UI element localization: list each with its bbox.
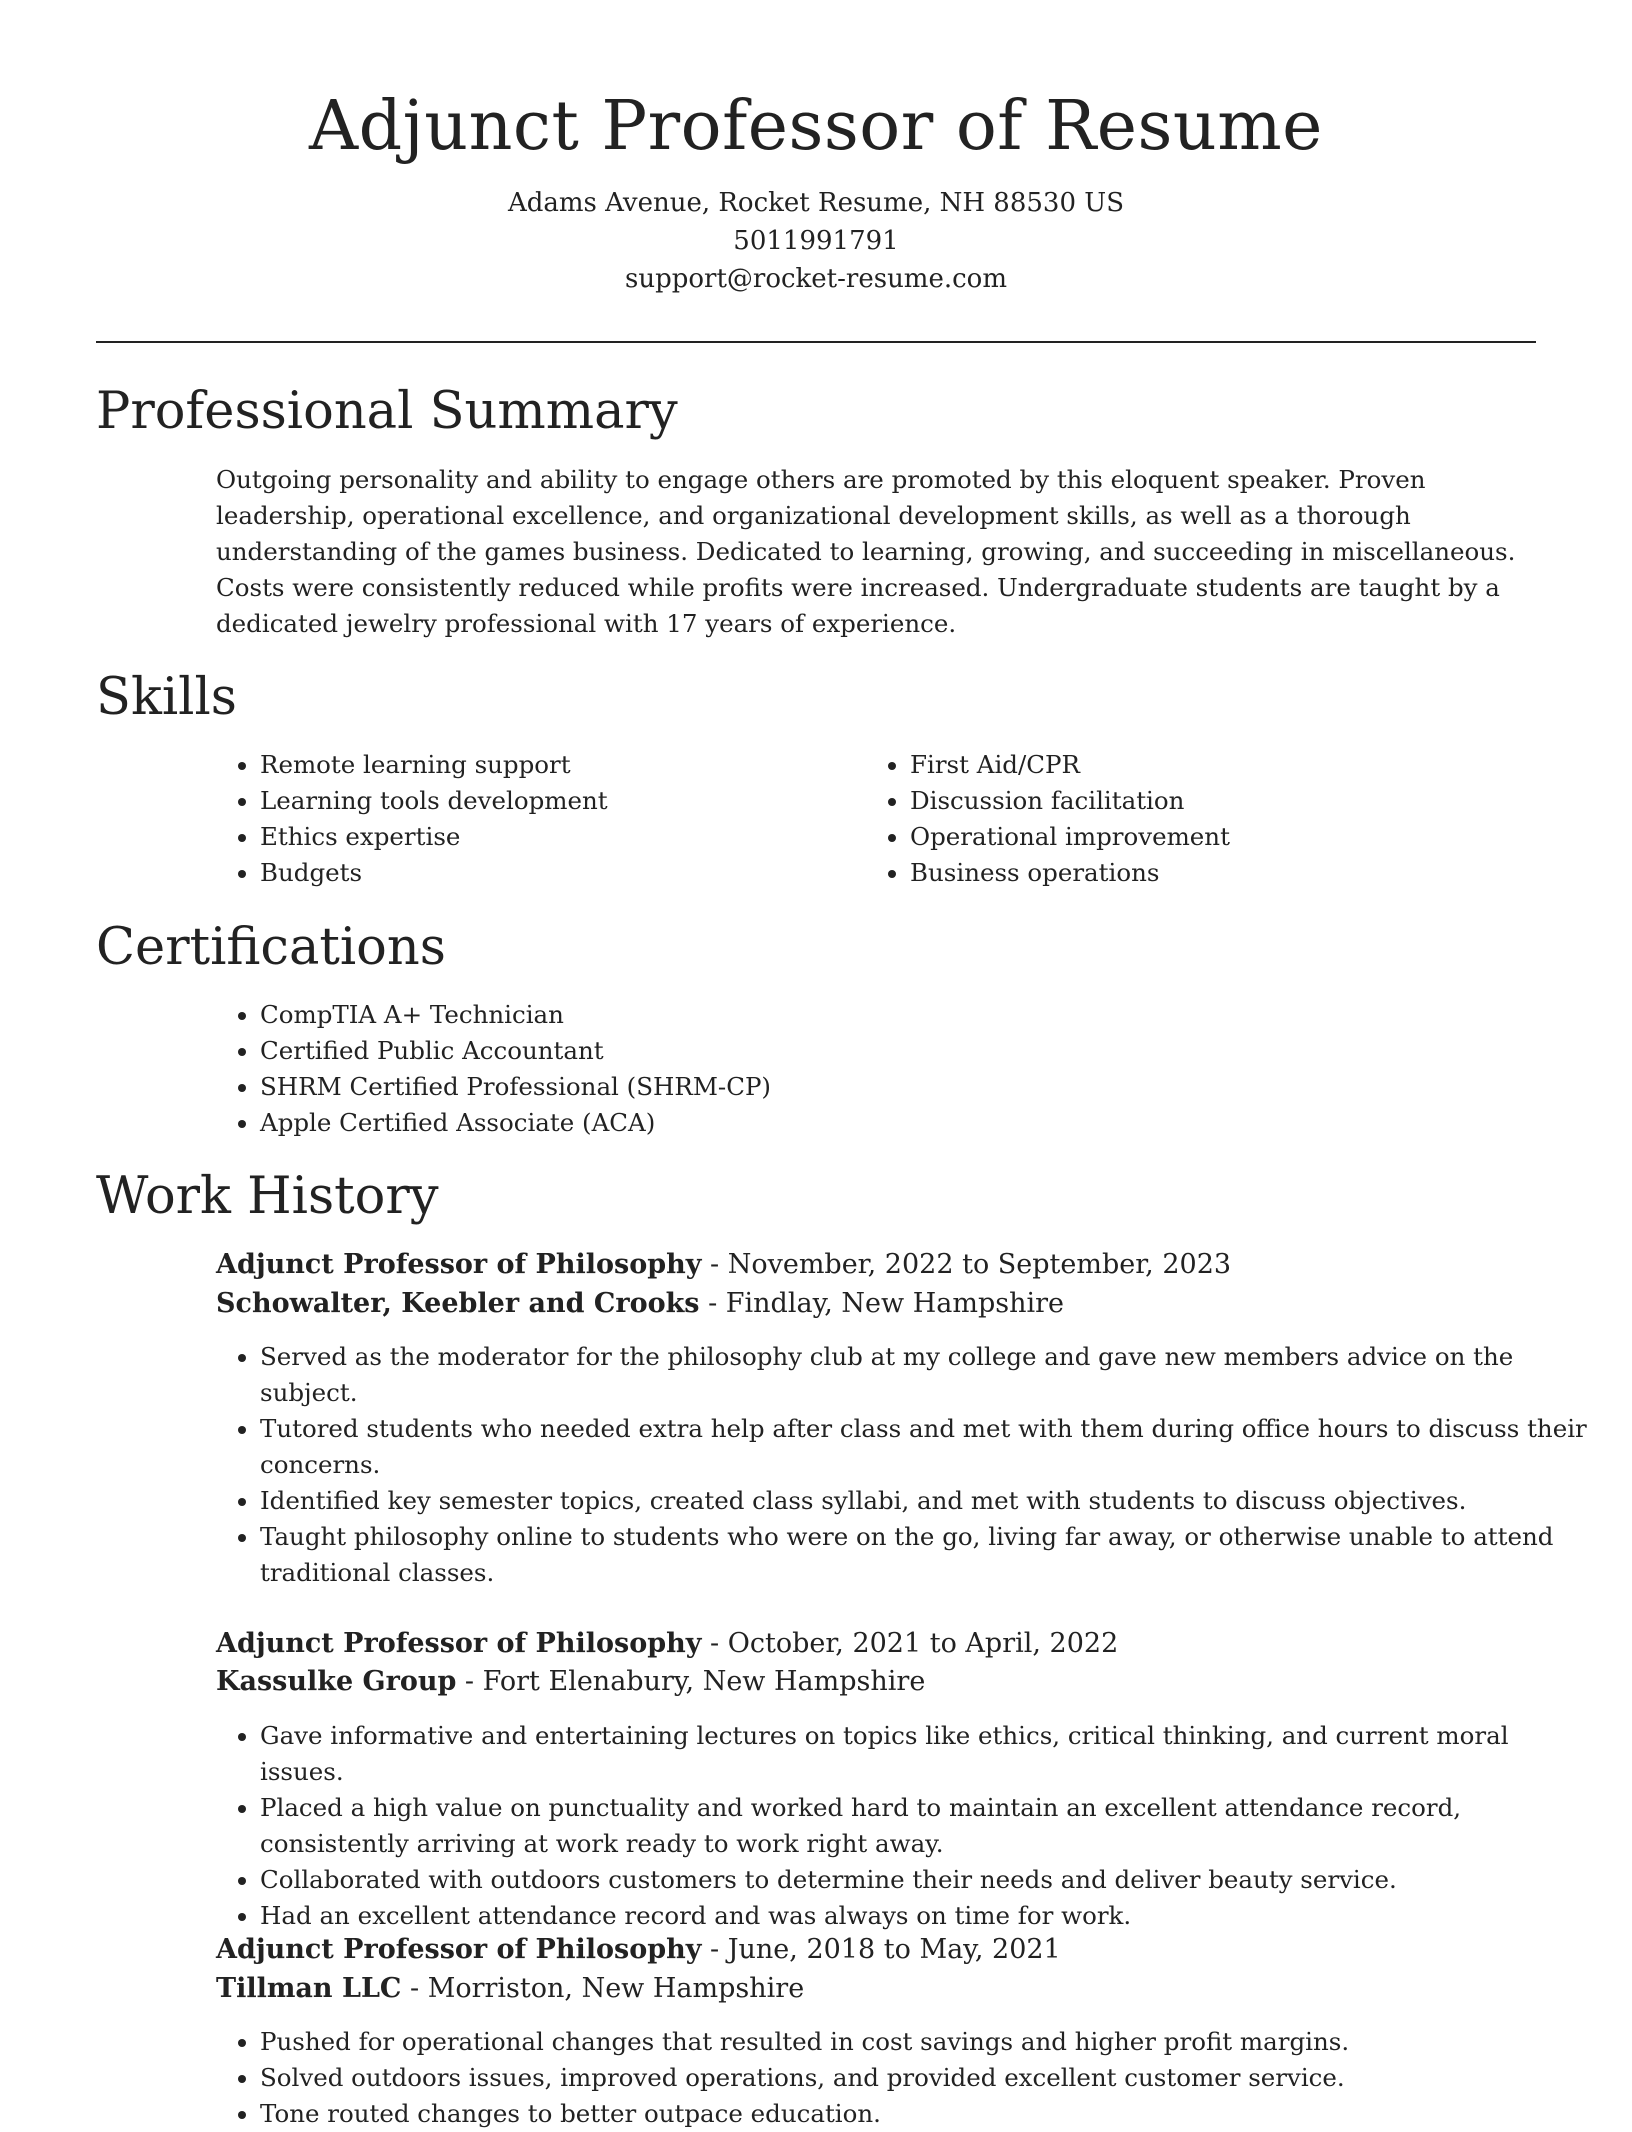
job-title-line <box>216 1625 1118 1663</box>
email: support@rocket-resume.com <box>624 264 1007 294</box>
address: Adams Avenue, Rocket Resume, NH 88530 US <box>507 188 1125 218</box>
job-title-line <box>216 1246 1231 1284</box>
job-duty: • Pushed for operational changes that resulted in cost savings and higher profit margins. <box>260 2024 1590 2060</box>
job-company-line <box>216 1970 804 2008</box>
job-location: - Fort Elenabury, New Hampshire <box>456 1666 926 1697</box>
job-location: - Findlay, New Hampshire <box>699 1288 1064 1319</box>
job-title-line <box>216 1931 1061 1969</box>
job-company: Schowalter, Keebler and Crooks <box>216 1288 700 1319</box>
skills-list-left <box>216 747 820 891</box>
job-duty: • Tutored students who needed extra help after class and met with them during office hours to discuss their concerns. <box>260 1411 1590 1483</box>
job-company: Tillman LLC <box>216 1973 402 2004</box>
job-title: Adjunct Professor of Philosophy <box>216 1628 702 1659</box>
skills-heading: Skills <box>96 668 237 727</box>
job-dates: - October, 2021 to April, 2022 <box>701 1628 1119 1659</box>
job-duty: • Collaborated with outdoors customers to determine their needs and deliver beauty service. <box>260 1862 1590 1898</box>
job-duty: • Taught philosophy online to students who were on the go, living far away, or otherwise unable to attend traditional classes. <box>260 1519 1590 1591</box>
skill-item: • Ethics expertise <box>260 819 820 855</box>
header-divider <box>96 341 1536 343</box>
skills-list-right <box>866 747 1570 891</box>
skill-item: • Discussion facilitation <box>910 783 1570 819</box>
job-dates: - November, 2022 to September, 2023 <box>701 1249 1232 1280</box>
contact-info <box>96 184 1536 298</box>
candidate-name: Adjunct Professor of Resume <box>309 87 1323 166</box>
skill-item: • First Aid/CPR <box>910 747 1570 783</box>
work-history-heading: Work History <box>96 1167 439 1226</box>
certifications-heading: Certifications <box>96 918 446 977</box>
skill-item: • Learning tools development <box>260 783 820 819</box>
skill-item: • Budgets <box>260 855 820 891</box>
certifications-list <box>216 997 1460 1141</box>
certification-item: • CompTIA A+ Technician <box>260 997 1460 1033</box>
job-company: Kassulke Group <box>216 1666 457 1697</box>
job-duty: • Tone routed changes to better outpace education. <box>260 2096 1590 2132</box>
job-duty: • Had an excellent attendance record and was always on time for work. <box>260 1898 1590 1934</box>
job-duty: • Gave informative and entertaining lectures on topics like ethics, critical thinking, and current moral issues. <box>260 1718 1590 1790</box>
phone: 5011991791 <box>733 226 899 256</box>
job-duty: • Identified key semester topics, created class syllabi, and met with students to discuss objectives. <box>260 1483 1590 1519</box>
resume-header <box>96 82 1536 298</box>
job-title: Adjunct Professor of Philosophy <box>216 1249 702 1280</box>
job-title: Adjunct Professor of Philosophy <box>216 1934 702 1965</box>
job-dates: - June, 2018 to May, 2021 <box>701 1934 1061 1965</box>
job-company-line <box>216 1285 1064 1323</box>
job-duty: • Solved outdoors issues, improved operations, and provided excellent customer service. <box>260 2060 1590 2096</box>
summary-heading: Professional Summary <box>96 382 678 441</box>
skill-item: • Remote learning support <box>260 747 820 783</box>
certification-item: • Apple Certified Associate (ACA) <box>260 1105 1460 1141</box>
job-duty: • Served as the moderator for the philosophy club at my college and gave new members advice on the subject. <box>260 1339 1590 1411</box>
certification-item: • SHRM Certified Professional (SHRM-CP) <box>260 1069 1460 1105</box>
skill-item: • Operational improvement <box>910 819 1570 855</box>
job-duties-list <box>216 2024 1590 2132</box>
certification-item: • Certified Public Accountant <box>260 1033 1460 1069</box>
job-location: - Morriston, New Hampshire <box>401 1973 805 2004</box>
job-company-line <box>216 1663 925 1701</box>
summary-text: Outgoing personality and ability to engage others are promoted by this eloquent speaker. Proven leadership, operational excellence, and organizational development skills, as well as a thorough understanding of the games business. Dedicated to learning, growing, and succeeding in miscellaneous. Costs were consistently reduced while profits were increased. Undergraduate students are taught by a dedicated jewelry professional with 17 years of experience. <box>216 465 1516 638</box>
job-duties-list <box>216 1339 1590 1591</box>
job-duties-list <box>216 1718 1590 1934</box>
skill-item: • Business operations <box>910 855 1570 891</box>
job-duty: • Placed a high value on punctuality and worked hard to maintain an excellent attendance record, consistently arriving at work ready to work right away. <box>260 1790 1590 1862</box>
